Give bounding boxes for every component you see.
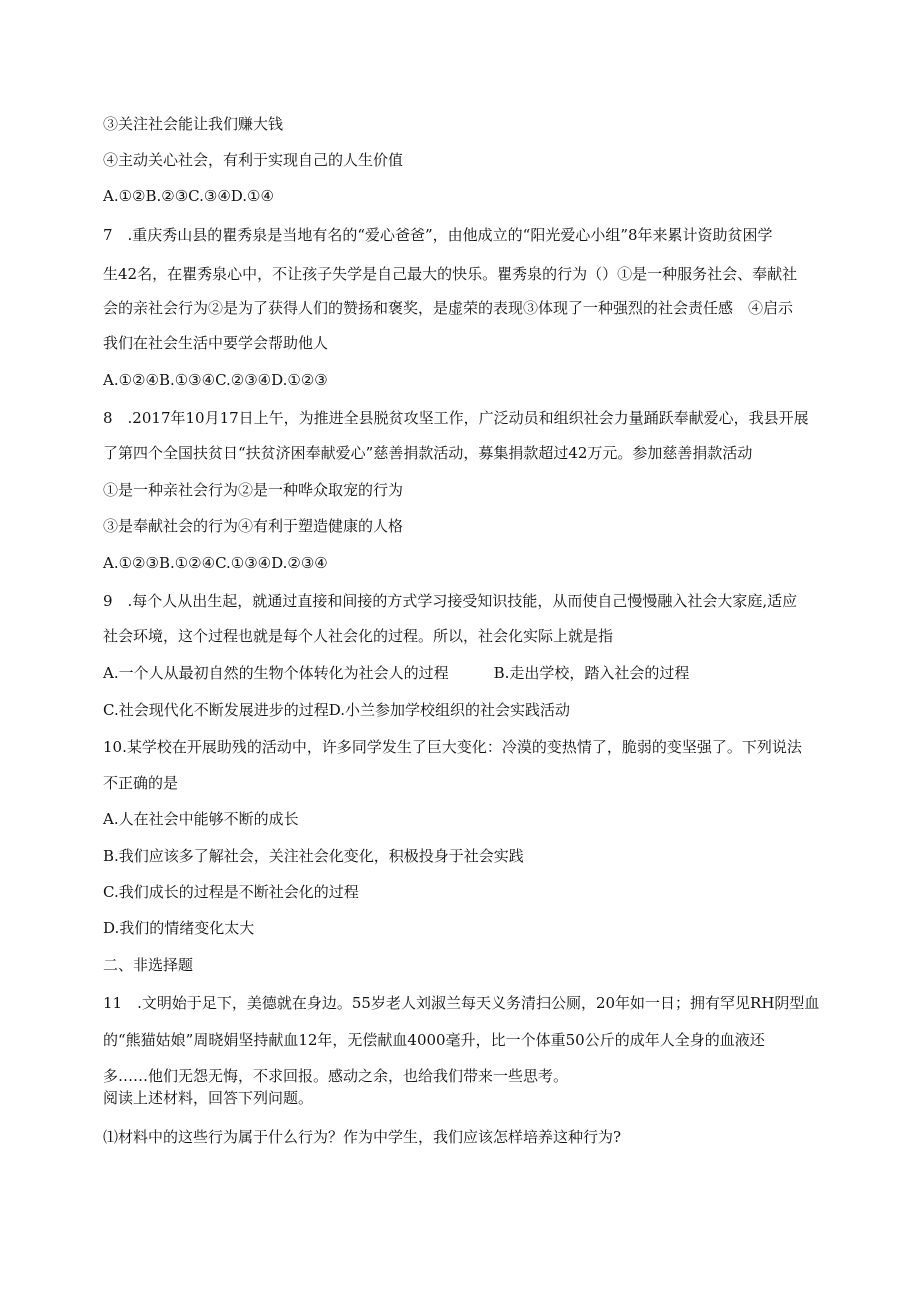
q7-stem-line-4: 我们在社会生活中要学会帮助他人 bbox=[103, 334, 329, 352]
q10-choice-b: B.我们应该多了解社会，关注社会化变化，积极投身于社会实践 bbox=[103, 847, 524, 865]
q11-stem-line-1: 11 .文明始于足下，美德就在身边。55岁老人刘淑兰每天义务清扫公厕，20年如一日；拥有罕见RH阴型血 bbox=[103, 994, 820, 1012]
q10-choice-c: C.我们成长的过程是不断社会化的过程 bbox=[103, 883, 359, 901]
q9-choices-1: A.一个人从最初自然的生物个体转化为社会人的过程 B.走出学校，踏入社会的过程 bbox=[103, 664, 690, 682]
q6-choices: A.①②B.②③C.③④D.①④ bbox=[103, 187, 274, 205]
q10-stem-line-2: 不正确的是 bbox=[103, 774, 179, 792]
q11-instruction: 阅读上述材料，回答下列问题。 bbox=[103, 1089, 314, 1107]
q7-stem-line-1: 7 .重庆秀山县的瞿秀泉是当地有名的“爱心爸爸”，由他成立的“阳光爱心小组”8年来累计资助贫困学 bbox=[103, 226, 773, 244]
q10-stem-line-1: 10.某学校在开展助残的活动中，许多同学发生了巨大变化：冷漠的变热情了，脆弱的变坚强了。下列说法 bbox=[103, 738, 802, 756]
q8-choices: A.①②③B.①②④C.①③④D.②③④ bbox=[103, 554, 328, 572]
section-heading: 二、非选择题 bbox=[103, 956, 194, 974]
q11-subquestion-1: ⑴材料中的这些行为属于什么行为？作为中学生，我们应该怎样培养这种行为? bbox=[103, 1128, 622, 1146]
q11-stem-line-3: 多……他们无怨无悔，不求回报。感动之余，也给我们带来一些思考。 bbox=[103, 1067, 569, 1085]
q8-stem-line-2: 了第四个全国扶贫日“扶贫济困奉献爱心”慈善捐款活动，募集捐款超过42万元。参加慈善捐款活动 bbox=[103, 444, 753, 462]
q7-choices: A.①②④B.①③④C.②③④D.①②③ bbox=[103, 371, 328, 389]
q9-choices-2: C.社会现代化不断发展进步的过程D.小兰参加学校组织的社会实践活动 bbox=[103, 701, 570, 719]
q7-stem-line-2: 生42名，在瞿秀泉心中，不让孩子失学是自己最大的快乐。瞿秀泉的行为（）①是一种服务社会、奉献社 bbox=[103, 265, 798, 283]
q9-stem-line-2: 社会环境，这个过程也就是每个人社会化的过程。所以，社会化实际上就是指 bbox=[103, 627, 614, 645]
q10-choice-d: D.我们的情绪变化太大 bbox=[103, 919, 255, 937]
q10-choice-a: A.人在社会中能够不断的成长 bbox=[103, 810, 299, 828]
q8-stem-line-1: 8 .2017年10月17日上午，为推进全县脱贫攻坚工作，广泛动员和组织社会力量踊跃奉献爱心，我县开展 bbox=[103, 409, 809, 427]
q11-stem-line-2: 的“熊猫姑娘”周晓娟坚持献血12年，无偿献血4000毫升，比一个体重50公斤的成年人全身的血液还 bbox=[103, 1031, 765, 1049]
q8-statements-2: ③是奉献社会的行为④有利于塑造健康的人格 bbox=[103, 517, 404, 535]
q8-statements-1: ①是一种亲社会行为②是一种哗众取宠的行为 bbox=[103, 481, 404, 499]
option-3-text: ③关注社会能让我们赚大钱 bbox=[103, 115, 284, 133]
option-4-text: ④主动关心社会，有利于实现自己的人生价值 bbox=[103, 151, 404, 169]
q7-stem-line-3: 会的亲社会行为②是为了获得人们的赞扬和褒奖，是虚荣的表现③体现了一种强烈的社会责任感 ④启示 bbox=[103, 299, 794, 317]
q9-stem-line-1: 9 .每个人从出生起，就通过直接和间接的方式学习接受知识技能，从而使自己慢慢融入社会大家庭,适应 bbox=[103, 592, 798, 610]
